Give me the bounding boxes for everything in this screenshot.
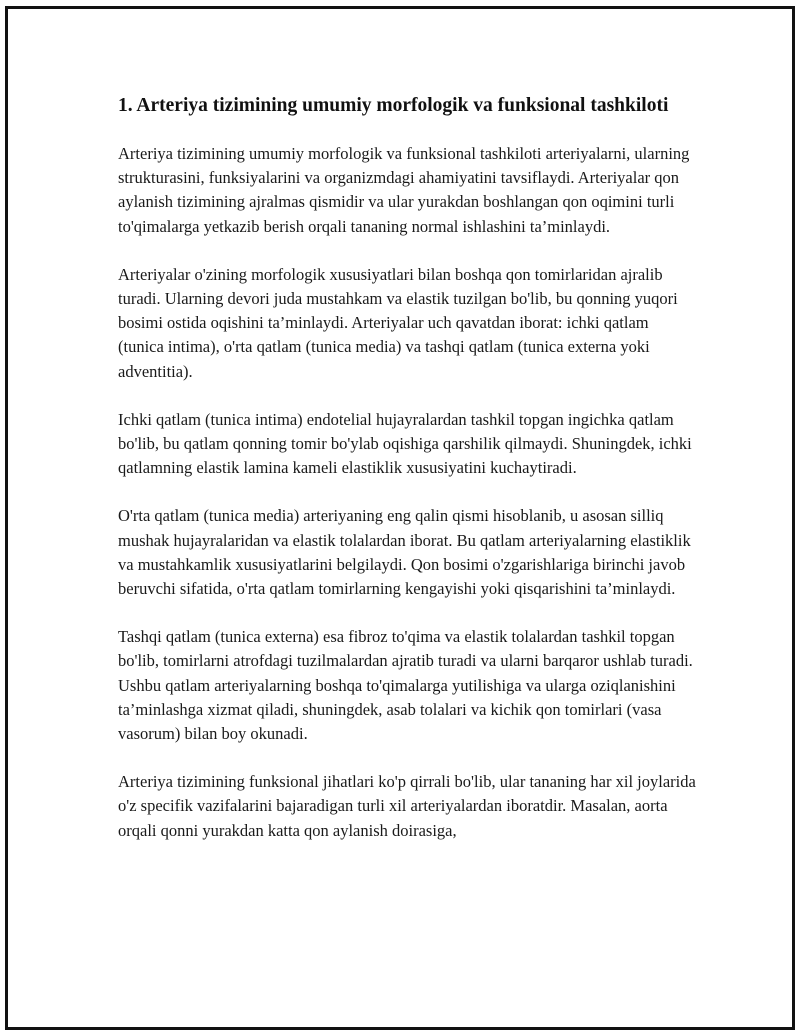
paragraph-3: Ichki qatlam (tunica intima) endotelial hujayralardan tashkil topgan ingichka qatlam bo'lib, bu qatlam qonning tomir bo'ylab oqishiga qarshilik qilmaydi. Shuningdek, ichki qatlamning elastik lamina kameli elastiklik xususiyatini kuchaytiradi. bbox=[118, 409, 692, 478]
document-body bbox=[118, 92, 698, 867]
paragraph-1: Arteriya tizimining umumiy morfologik va funksional tashkiloti arteriyalarni, ularning strukturasini, funksiyalarini va organizmdagi ahamiyatini tavsiflaydi. Arteriyalar qon aylanish tizimining ajralmas qismidir va ular yurakdan boshlangan qon oqimini turli to'qimalarga yetkazib berish orqali tananing normal ishlashini ta’minlaydi. bbox=[118, 144, 690, 236]
paragraph-4: O'rta qatlam (tunica media) arteriyaning eng qalin qismi hisoblanib, u asosan silliq mushak hujayralaridan va elastik tolalardan iborat. Bu qatlam arteriyalarning elastiklik va mustahkamlik xususiyatlarini belgilaydi. Qon bosimi o'zgarishlariga birinchi javob beruvchi sifatida, o'rta qatlam tomirlarning kengayishi yoki qisqarishini ta’minlaydi. bbox=[118, 506, 691, 599]
paragraph-5: Tashqi qatlam (tunica externa) esa fibroz to'qima va elastik tolalardan tashkil topgan bo'lib, tomirlarni atrofdagi tuzilmalardan ajratib turadi va ularni barqaror ushlab turadi. Ushbu qatlam arteriyalarning boshqa to'qimalarga yutilishiga va ularga oziqlanishini ta’minlashga xizmat qiladi, shuningdek, asab tolalari va kichik qon tomirlari (vasa vasorum) bilan boy okunadi. bbox=[118, 627, 693, 744]
paragraph-2: Arteriyalar o'zining morfologik xususiyatlari bilan boshqa qon tomirlaridan ajralib turadi. Ularning devori juda mustahkam va elastik tuzilgan bo'lib, bu qonning yuqori bosimi ostida oqishini ta’minlaydi. Arteriyalar uch qavatdan iborat: ichki qatlam (tunica intima), o'rta qatlam (tunica media) va tashqi qatlam (tunica externa yoki adventitia). bbox=[118, 264, 678, 381]
section-heading: 1. Arteriya tizimining umumiy morfologik va funksional tashkiloti bbox=[118, 95, 669, 116]
paragraph-6: Arteriya tizimining funksional jihatlari ko'p qirrali bo'lib, ular tananing har xil joylarida o'z specifik vazifalarini bajaradigan turli xil arteriyalardan iboratdir. Masalan, aorta orqali qonni yurakdan katta qon aylanish doirasiga, bbox=[118, 772, 696, 840]
